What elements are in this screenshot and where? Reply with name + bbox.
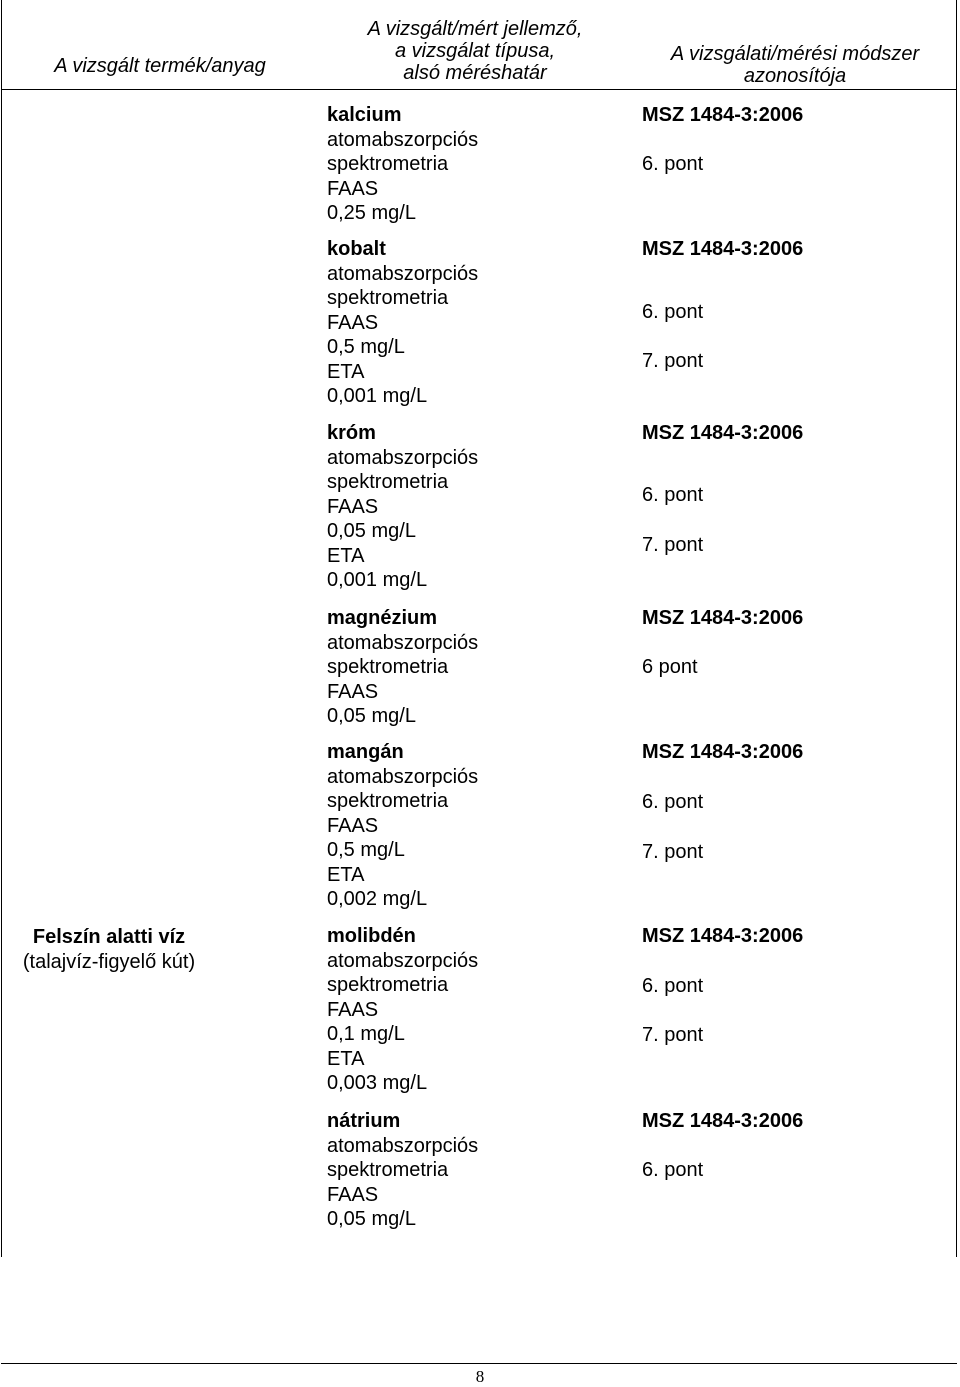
header-method-column: A vizsgálati/mérési módszer azonosítója	[670, 43, 920, 87]
method-krom: MSZ 1484-3:2006 6. pont 7. pont	[642, 422, 804, 556]
characteristic-molibden: molibdén atomabszorpciós spektrometria FAAS 0,1 mg/L ETA 0,003 mg/L	[327, 925, 479, 1094]
method-mangan: MSZ 1484-3:2006 6. pont 7. pont	[642, 741, 804, 863]
method-magnezium: MSZ 1484-3:2006 6 pont	[642, 607, 804, 678]
characteristic-mangan: mangán atomabszorpciós spektrometria FAAS 0,5 mg/L ETA 0,002 mg/L	[327, 741, 479, 910]
footer-divider	[1, 1363, 957, 1364]
page-number: 8	[475, 1367, 485, 1386]
table-right-border	[956, 0, 957, 1257]
method-kalcium: MSZ 1484-3:2006 6. pont	[642, 104, 804, 175]
header-divider	[1, 89, 957, 90]
characteristic-kobalt: kobalt atomabszorpciós spektrometria FAAS 0,5 mg/L ETA 0,001 mg/L	[327, 238, 479, 407]
header-product-column: A vizsgált termék/anyag	[54, 55, 266, 77]
product-cell	[4, 925, 214, 975]
method-kobalt: MSZ 1484-3:2006 6. pont 7. pont	[642, 238, 804, 372]
characteristic-natrium: nátrium atomabszorpciós spektrometria FAAS 0,05 mg/L	[327, 1110, 479, 1230]
characteristic-kalcium: kalcium atomabszorpciós spektrometria FAAS 0,25 mg/L	[327, 104, 479, 224]
product-name: Felszín alatti víz	[32, 926, 186, 948]
header-characteristic-column: A vizsgált/mért jellemző, a vizsgálat típusa, alsó méréshatár	[367, 18, 583, 84]
product-note: (talajvíz-figyelő kút)	[22, 951, 196, 973]
method-natrium: MSZ 1484-3:2006 6. pont	[642, 1110, 804, 1181]
table-left-border	[1, 0, 2, 1257]
characteristic-magnezium: magnézium atomabszorpciós spektrometria FAAS 0,05 mg/L	[327, 607, 479, 727]
characteristic-krom: króm atomabszorpciós spektrometria FAAS 0,05 mg/L ETA 0,001 mg/L	[327, 422, 479, 591]
method-molibden: MSZ 1484-3:2006 6. pont 7. pont	[642, 925, 804, 1046]
